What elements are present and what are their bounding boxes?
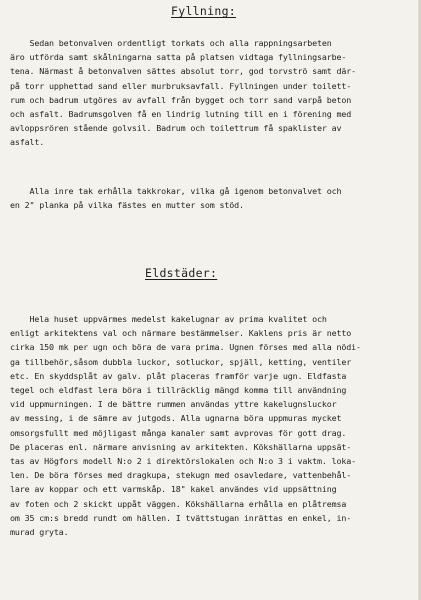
paragraph-fyllning-1 bbox=[10, 36, 415, 150]
text-line: ga tillbehör,såsom dubbla luckor, sotluckor, spjäll, ketting, ventiler bbox=[10, 356, 352, 367]
text-line: lare av koppar och ett varmskåp. 18" kakel användes vid uppsättning bbox=[10, 484, 337, 495]
text-line: De placeras enl. närmare anvisning av arkitekten. Kökshällarna uppsät- bbox=[10, 441, 352, 452]
text-line: av messing, i de sämre av jutgods. Alla ugnarna böra uppmuras mycket bbox=[10, 413, 342, 424]
section-heading-eldstader: Eldstäder: bbox=[145, 266, 218, 280]
text-line: en 2" planka på vilka fästes en mutter som stöd. bbox=[10, 200, 244, 211]
text-line: och asfalt. Badrumsgolven få en lindrig lutning till en i förening med bbox=[10, 109, 352, 120]
text-line: murad gryta. bbox=[10, 527, 69, 538]
text-line: etc. En skyddsplåt av galv. plåt placeras framför varje ugn. Eldfasta bbox=[10, 370, 347, 381]
text-line: avloppsrören stående golvsil. Badrum och toilettrum få spaklister av bbox=[10, 123, 342, 134]
text-line: tegel och eldfast lera böra i tillräcklig mängd komma till användning bbox=[10, 385, 347, 396]
text-line: enligt arkitektens val och närmare bestämmelser. Kaklens pris är netto bbox=[10, 328, 352, 339]
text-line: av foten och 2 skickt uppåt väggen. Kökshällarna erhålla en plåtremsa bbox=[10, 498, 347, 509]
text-line: Hela huset uppvärmes medelst kakelugnar av prima kvalitet och bbox=[10, 314, 327, 324]
text-line: om 35 cm:s bredd rundt om hällen. I tvättstugan inrättas en enkel, in- bbox=[10, 512, 352, 523]
text-line: len. De böra förses med dragkupa, stekugn med osavledare, vattenbehål- bbox=[10, 470, 352, 481]
text-line: på torr upphettad sand eller murbruksavfall. Fyllningen under toilett- bbox=[10, 80, 352, 91]
text-line: tena. Närmast å betonvalven sättes absolut torr, god torvströ samt där- bbox=[10, 66, 357, 77]
paragraph-fyllning-2 bbox=[10, 184, 415, 212]
text-line: Alla inre tak erhålla takkrokar, vilka gå igenom betonvalvet och bbox=[10, 186, 342, 196]
text-line: omsorgsfullt med möjligast många kanaler samt avprovas för gott drag. bbox=[10, 427, 347, 438]
paragraph-eldstader-1 bbox=[10, 312, 415, 539]
text-line: rum och badrum utgöres av avfall från bygget och torr sand varpå beton bbox=[10, 94, 352, 105]
text-line: tas av Högfors modell N:o 2 i direktörslokalen och N:o 3 i vaktm. loka- bbox=[10, 456, 357, 467]
text-line: asfalt. bbox=[10, 137, 45, 148]
text-line: vid uppmurningen. I de bättre rummen användas yttre kakelugnsluckor bbox=[10, 399, 337, 410]
text-line: cirka 150 mk per ugn och böra de vara prima. Ugnen förses med alla nödi- bbox=[10, 342, 361, 353]
text-line: äro utförda samt skålningarna satta på platsen vidtaga fyllningsarbe- bbox=[10, 52, 347, 63]
text-line: Sedan betonvalven ordentligt torkats och alla rappningsarbeten bbox=[10, 38, 332, 48]
section-heading-fyllning: Fyllning: bbox=[171, 4, 237, 18]
